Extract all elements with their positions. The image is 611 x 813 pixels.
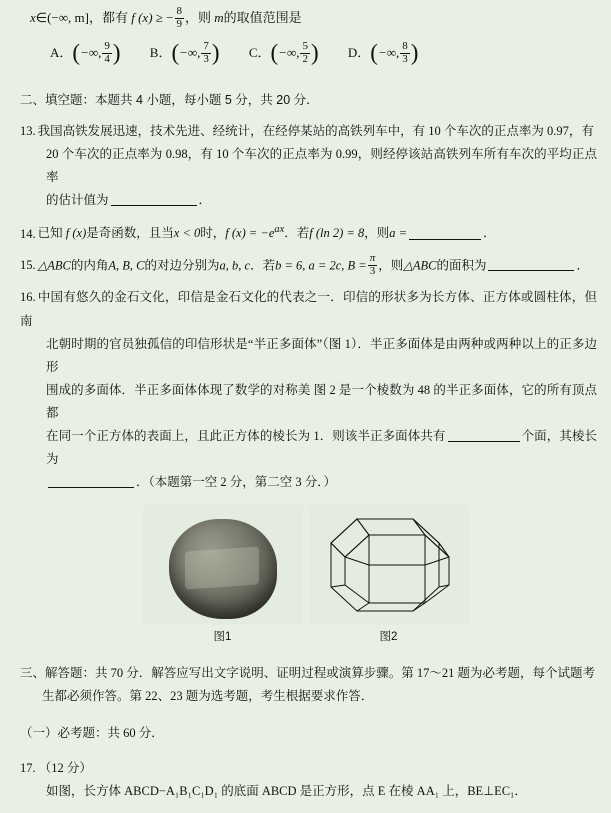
top-question-fx: f (x) (131, 10, 153, 25)
choice-d-num: 8 (402, 40, 408, 53)
top-question (14, 6, 597, 31)
question-14-g: ．若 (284, 226, 310, 241)
question-15-frac-num: π (369, 251, 376, 264)
question-17-header (20, 757, 597, 780)
choice-a-close-paren: ) (112, 40, 121, 66)
question-15-frac-den: 3 (368, 265, 378, 278)
choice-c-close-paren: ) (310, 40, 319, 66)
answer-blank-16a[interactable] (448, 429, 520, 442)
question-14-d: 时， (200, 226, 226, 241)
choice-a-open-paren: ( (72, 40, 81, 66)
question-14 (14, 220, 597, 245)
top-question-ge: ≥ − (155, 10, 174, 25)
figure-group (141, 505, 471, 648)
seal-photo (143, 505, 303, 625)
question-14-i: ，则 (364, 226, 390, 241)
question-15-d: 的对边分别为 (144, 257, 220, 272)
choice-a[interactable] (50, 41, 121, 66)
question-15-period: ． (576, 257, 589, 272)
question-17-number: 17. (20, 761, 36, 776)
question-14-b: 是奇函数，且当 (86, 226, 174, 241)
question-15-h: ，则 (378, 257, 404, 272)
question-16-line4-text: 在同一个正方体的表面上，且此正方体的棱长为 1．则该半正多面体共有 (46, 429, 446, 444)
figure-1 (143, 505, 303, 648)
choice-b-den: 3 (203, 52, 209, 65)
polyhedron-svg (309, 505, 469, 625)
choice-c-den: 2 (302, 52, 308, 65)
question-17-body: 如图，长方体 ABCD−A₁B₁C₁D₁ 的底面 ABCD 是正方形，点 E 在棱 AA₁ 上，BE⊥EC₁． (46, 784, 527, 799)
choice-b-open-paren: ( (171, 40, 180, 66)
question-16-line3: 围成的多面体．半正多面体体现了数学的对称美 图 2 是一个棱数为 48 的半正多面体，它的所有顶点都 (46, 382, 597, 421)
question-16-number: 16. (20, 290, 36, 305)
choice-c-fraction (300, 41, 310, 66)
question-14-value: f (ln 2) = 8 (309, 226, 365, 241)
choice-c-label: C． (248, 45, 271, 61)
choice-b-left: −∞, (179, 45, 201, 61)
question-15 (14, 251, 597, 279)
question-16-line4 (20, 425, 597, 471)
choice-b-fraction (201, 41, 211, 66)
choice-d-left: −∞, (377, 45, 400, 61)
answer-blank-15[interactable] (488, 258, 574, 271)
question-13 (14, 120, 597, 213)
question-15-triangle: △ABC (37, 257, 71, 272)
question-15-sides: a, b, c (219, 257, 251, 272)
figure-2-caption: 图2 (379, 630, 398, 643)
answer-blank-16b[interactable] (48, 476, 134, 489)
choice-b[interactable] (150, 41, 220, 66)
answer-blank-13[interactable] (111, 193, 197, 206)
question-15-b: 的内角 (70, 257, 109, 272)
choice-a-left: −∞, (80, 45, 102, 61)
question-14-expr: f (x) = −e (225, 226, 275, 241)
question-16-line5 (20, 471, 597, 494)
choice-a-fraction (102, 41, 112, 66)
section-3-heading-line2: 生都必须作答。第 22、23 题为选考题，考生根据要求作答． (42, 688, 374, 703)
question-15-fraction (368, 253, 378, 278)
figure-1-caption: 图1 (213, 630, 232, 643)
question-13-line2: 20 个车次的正点率为 0.98，有 10 个车次的正点率为 0.99，则经停该站高铁列车所有车次的平均正点率 (46, 147, 597, 185)
choice-c-left: −∞, (278, 45, 300, 61)
choice-d-label: D． (347, 45, 371, 61)
top-question-fraction (175, 6, 185, 31)
choice-c-open-paren: ( (270, 40, 279, 66)
answer-blank-14[interactable] (409, 227, 481, 240)
question-14-fx: f (x) (65, 226, 87, 241)
section-3-subheading (14, 722, 597, 745)
section-3-heading (14, 662, 597, 708)
question-17-score: （12 分） (38, 761, 92, 776)
top-question-text-before: ∈(−∞, m]，都有 (35, 10, 128, 25)
question-15-f: ．若 (250, 257, 276, 272)
question-16-line1: 中国有悠久的金石文化，印信是金石文化的代表之一．印信的形状多为长方体、正方体或圆柱体，但南 (20, 290, 597, 328)
question-13-line3-text: 的估计值为 (46, 193, 109, 208)
choice-b-close-paren: ) (211, 40, 220, 66)
choice-c-num: 5 (302, 40, 308, 53)
question-15-j: 的面积为 (436, 257, 487, 272)
choice-d-fraction (400, 41, 410, 66)
question-13-line3 (20, 189, 597, 212)
question-16-line2: 北朝时期的官员独孤信的印信形状是“半正多面体”（图 1）．半正多面体是由两种或两种以上的正多边形 (46, 336, 597, 374)
fraction-denominator: 9 (176, 17, 182, 30)
question-17 (14, 757, 597, 803)
answer-choices (14, 41, 597, 66)
question-15-number: 15. (20, 257, 36, 272)
question-16-line5-text: ．（本题第一空 2 分，第二空 3 分．） (136, 475, 337, 490)
question-15-triangle2: △ABC (403, 257, 437, 272)
choice-d-open-paren: ( (370, 40, 378, 66)
section-3-heading-line1: 三、解答题：共 70 分．解答应写出文字说明、证明过程或演算步骤。第 17～21 题为必考题，每个试题考 (20, 665, 596, 680)
section-2-heading: 二、填空题：本题共 4 小题，每小题 5 分，共 20 分． (20, 92, 319, 107)
seal-object (169, 519, 277, 619)
question-15-angles: A, B, C (108, 257, 145, 272)
question-16-line4-text2: 个面，其棱长为 (46, 429, 597, 467)
figure-2 (309, 505, 469, 648)
polyhedron-diagram (309, 505, 469, 625)
choice-d-den: 3 (402, 52, 408, 65)
question-14-exponent: ax (274, 224, 285, 236)
question-14-period: ． (483, 226, 496, 241)
question-14-cond: x < 0 (173, 226, 201, 241)
question-14-a: 已知 (37, 226, 63, 241)
choice-a-num: 9 (104, 40, 110, 53)
choice-c[interactable] (249, 41, 319, 66)
choice-d-close-paren: ) (410, 40, 419, 66)
question-16 (14, 286, 597, 494)
question-13-period: ． (198, 193, 212, 208)
question-14-number: 14. (20, 226, 36, 241)
question-13-number: 13. (20, 123, 36, 138)
choice-b-label: B． (149, 45, 172, 61)
choice-a-label: A． (50, 45, 73, 61)
choice-d[interactable] (348, 41, 419, 66)
question-14-a-equals: a = (389, 226, 408, 241)
choice-b-num: 7 (203, 40, 209, 53)
choice-a-den: 4 (104, 52, 110, 65)
question-15-given: b = 6, a = 2c, B = (275, 257, 367, 272)
top-question-var: x (30, 10, 36, 25)
question-13-line1: 我国高铁发展迅速，技术先进、经统计，在经停某站的高铁列车中，有 10 个车次的正点率为 0.97，有 (37, 123, 594, 138)
fraction-numerator: 8 (176, 4, 182, 17)
required-questions-label: （一）必考题：共 60 分． (20, 726, 164, 741)
top-question-m: m (214, 10, 224, 25)
top-question-tail: 的取值范围是 (223, 10, 302, 25)
top-question-text-after: ，则 (185, 10, 212, 25)
